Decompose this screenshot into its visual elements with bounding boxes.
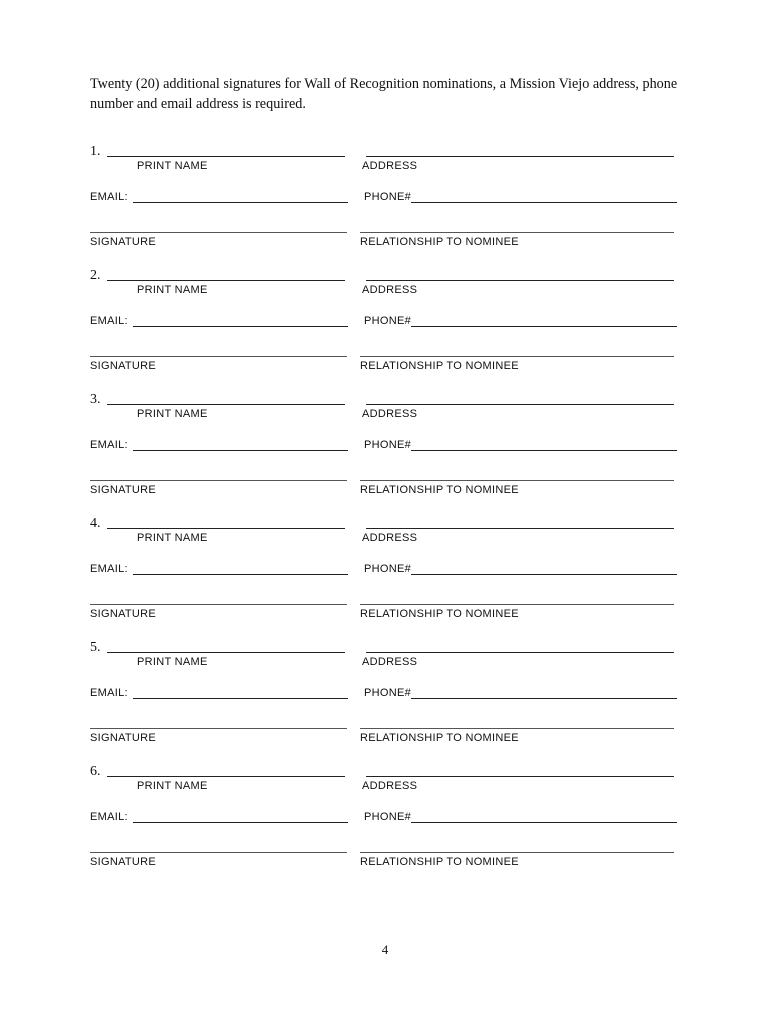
print-name-label: PRINT NAME xyxy=(137,780,208,792)
address-label: ADDRESS xyxy=(362,780,418,792)
signature-label: SIGNATURE xyxy=(90,360,157,372)
relationship-field[interactable] xyxy=(360,356,674,357)
signature-field[interactable] xyxy=(90,480,347,481)
address-field[interactable] xyxy=(366,280,674,281)
address-field[interactable] xyxy=(366,776,674,777)
email-field[interactable] xyxy=(133,450,348,451)
email-label: EMAIL: xyxy=(90,563,128,575)
email-label: EMAIL: xyxy=(90,439,128,451)
phone-field[interactable] xyxy=(411,450,677,451)
relationship-field[interactable] xyxy=(360,232,674,233)
address-field[interactable] xyxy=(366,156,674,157)
phone-label: PHONE# xyxy=(364,687,412,699)
phone-field[interactable] xyxy=(411,574,677,575)
address-label: ADDRESS xyxy=(362,408,418,420)
relationship-field[interactable] xyxy=(360,852,674,853)
signature-label: SIGNATURE xyxy=(90,856,157,868)
email-label: EMAIL: xyxy=(90,811,128,823)
phone-label: PHONE# xyxy=(364,191,412,203)
email-field[interactable] xyxy=(133,574,348,575)
relationship-label: RELATIONSHIP TO NOMINEE xyxy=(360,484,519,496)
signature-field[interactable] xyxy=(90,604,347,605)
signature-field[interactable] xyxy=(90,852,347,853)
print-name-label: PRINT NAME xyxy=(137,284,208,296)
phone-field[interactable] xyxy=(411,202,677,203)
print-name-label: PRINT NAME xyxy=(137,160,208,172)
email-field[interactable] xyxy=(133,326,348,327)
signature-label: SIGNATURE xyxy=(90,608,157,620)
intro-text: Twenty (20) additional signatures for Wall of Recognition nominations, a Mission Viejo address, phone number and email address is required. xyxy=(90,76,678,112)
print-name-field[interactable] xyxy=(107,528,345,529)
email-field[interactable] xyxy=(133,698,348,699)
phone-field[interactable] xyxy=(411,822,677,823)
address-field[interactable] xyxy=(366,652,674,653)
relationship-field[interactable] xyxy=(360,604,674,605)
signature-field[interactable] xyxy=(90,232,347,233)
print-name-field[interactable] xyxy=(107,404,345,405)
address-label: ADDRESS xyxy=(362,532,418,544)
print-name-field[interactable] xyxy=(107,652,345,653)
signature-entry xyxy=(0,144,770,268)
email-label: EMAIL: xyxy=(90,687,128,699)
signature-entry xyxy=(0,268,770,392)
print-name-label: PRINT NAME xyxy=(137,656,208,668)
phone-field[interactable] xyxy=(411,326,677,327)
signature-field[interactable] xyxy=(90,728,347,729)
entry-number: 3. xyxy=(90,392,101,407)
print-name-label: PRINT NAME xyxy=(137,532,208,544)
phone-label: PHONE# xyxy=(364,811,412,823)
phone-field[interactable] xyxy=(411,698,677,699)
entry-number: 1. xyxy=(90,144,101,159)
address-label: ADDRESS xyxy=(362,656,418,668)
email-label: EMAIL: xyxy=(90,315,128,327)
entry-number: 2. xyxy=(90,268,101,283)
relationship-field[interactable] xyxy=(360,728,674,729)
entry-number: 4. xyxy=(90,516,101,531)
print-name-field[interactable] xyxy=(107,156,345,157)
relationship-label: RELATIONSHIP TO NOMINEE xyxy=(360,856,519,868)
email-label: EMAIL: xyxy=(90,191,128,203)
relationship-label: RELATIONSHIP TO NOMINEE xyxy=(360,732,519,744)
phone-label: PHONE# xyxy=(364,315,412,327)
signature-label: SIGNATURE xyxy=(90,484,157,496)
signature-field[interactable] xyxy=(90,356,347,357)
signature-entry xyxy=(0,640,770,764)
address-label: ADDRESS xyxy=(362,284,418,296)
phone-label: PHONE# xyxy=(364,563,412,575)
entry-number: 6. xyxy=(90,764,101,779)
print-name-field[interactable] xyxy=(107,280,345,281)
relationship-field[interactable] xyxy=(360,480,674,481)
address-field[interactable] xyxy=(366,528,674,529)
signature-label: SIGNATURE xyxy=(90,236,157,248)
signature-label: SIGNATURE xyxy=(90,732,157,744)
phone-label: PHONE# xyxy=(364,439,412,451)
page-number: 4 xyxy=(381,942,389,957)
signature-entry xyxy=(0,764,770,888)
email-field[interactable] xyxy=(133,202,348,203)
relationship-label: RELATIONSHIP TO NOMINEE xyxy=(360,360,519,372)
email-field[interactable] xyxy=(133,822,348,823)
signature-entry xyxy=(0,392,770,516)
print-name-label: PRINT NAME xyxy=(137,408,208,420)
address-field[interactable] xyxy=(366,404,674,405)
relationship-label: RELATIONSHIP TO NOMINEE xyxy=(360,236,519,248)
print-name-field[interactable] xyxy=(107,776,345,777)
entry-number: 5. xyxy=(90,640,101,655)
signature-entry xyxy=(0,516,770,640)
address-label: ADDRESS xyxy=(362,160,418,172)
relationship-label: RELATIONSHIP TO NOMINEE xyxy=(360,608,519,620)
